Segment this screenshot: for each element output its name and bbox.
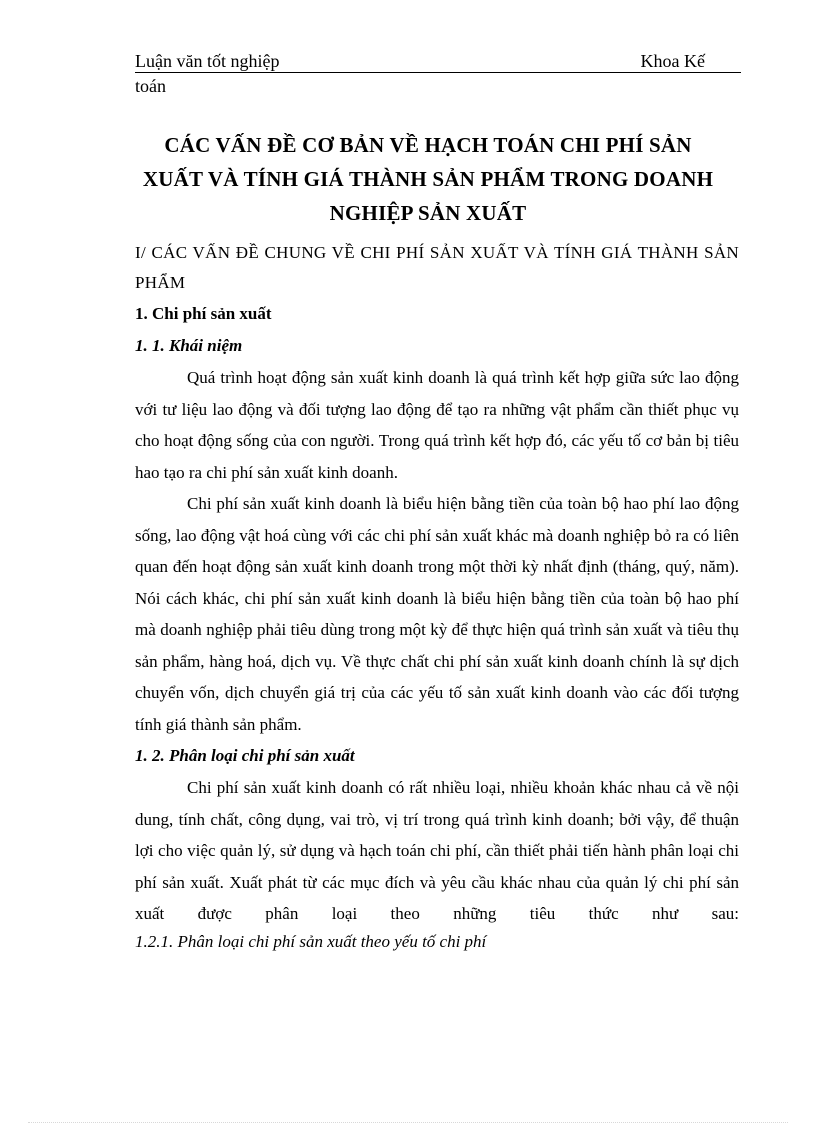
page-header xyxy=(135,50,741,97)
section-heading: I/ CÁC VẤN ĐỀ CHUNG VỀ CHI PHÍ SẢN XUẤT VÀ TÍNH GIÁ THÀNH SẢN PHẨM xyxy=(135,243,739,292)
document-body xyxy=(135,238,739,956)
header-row xyxy=(135,50,741,73)
document-title: CÁC VẤN ĐỀ CƠ BẢN VỀ HẠCH TOÁN CHI PHÍ SẢN XUẤT VÀ TÍNH GIÁ THÀNH SẢN PHẨM TRONG DOANH NGHIỆP SẢN XUẤT xyxy=(142,133,714,225)
subheading-by-cost-element: 1.2.1. Phân loại chi phí sản xuất theo yếu tố chi phí xyxy=(135,931,487,951)
heading-cost-of-production: 1. Chi phí sản xuất xyxy=(135,304,272,323)
heading-classification: 1. 2. Phân loại chi phí sản xuất xyxy=(135,746,355,765)
paragraph-1: Quá trình hoạt động sản xuất kinh doanh là quá trình kết hợp giữa sức lao động với tư liệu lao động và đối tượng lao động để tạo ra những vật phẩm cần thiết phục vụ cho hoạt động sống của con người. Trong quá trình kết hợp đó, các yếu tố cơ bản bị tiêu hao tạo ra chi phí sản xuất kinh doanh. xyxy=(135,368,739,482)
header-continuation: toán xyxy=(135,76,166,96)
header-left: Luận văn tốt nghiệp xyxy=(135,51,280,71)
paragraph-3: Chi phí sản xuất kinh doanh có rất nhiều loại, nhiều khoản khác nhau cả về nội dung, tính chất, công dụng, vai trò, vị trí trong quá trình kinh doanh; bởi vậy, để thuận lợi cho việc quản lý, sử dụng và hạch toán chi phí, cần thiết phải tiến hành phân loại chi phí sản xuất. Xuất phát từ các mục đích và yêu cầu khác nhau của quản lý chi phí sản xuất được phân loại theo những tiêu thức như sau: xyxy=(135,778,739,923)
header-right: Khoa Kế xyxy=(640,51,705,71)
heading-concept: 1. 1. Khái niệm xyxy=(135,336,243,355)
paragraph-2: Chi phí sản xuất kinh doanh là biểu hiện bằng tiền của toàn bộ hao phí lao động sống, lao động vật hoá cùng với các chi phí sản xuất khác mà doanh nghiệp bỏ ra có liên quan đến hoạt động sản xuất kinh doanh trong một thời kỳ nhất định (tháng, quý, năm). Nói cách khác, chi phí sản xuất kinh doanh là biểu hiện bằng tiền của toàn bộ hao phí mà doanh nghiệp phải tiêu dùng trong một kỳ để thực hiện quá trình sản xuất và tiêu thụ sản phẩm, hàng hoá, dịch vụ. Về thực chất chi phí sản xuất kinh doanh chính là sự dịch chuyển vốn, dịch chuyển giá trị của các yếu tố sản xuất kinh doanh vào các đối tượng tính giá thành sản phẩm. xyxy=(135,494,739,734)
